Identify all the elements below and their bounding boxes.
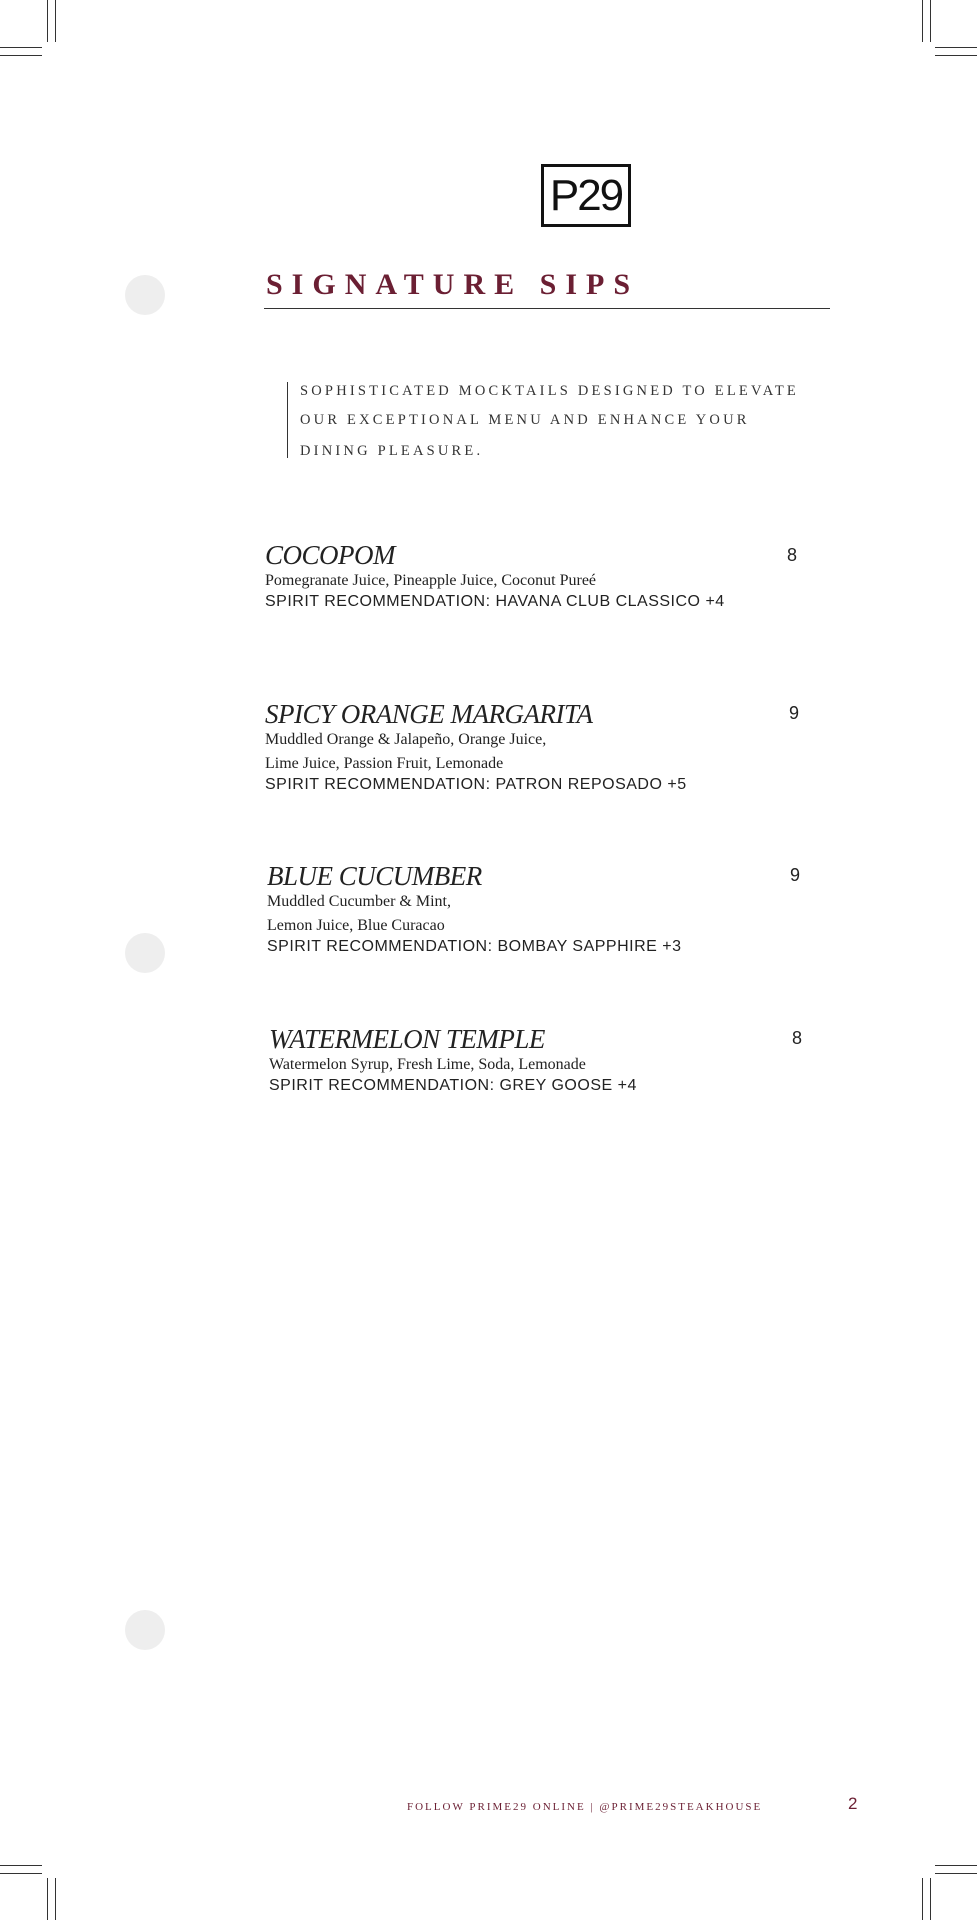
item-name: SPICY ORANGE MARGARITA [265, 699, 593, 729]
crop-mark [0, 1873, 42, 1874]
intro-text [300, 377, 820, 466]
item-price: 8 [787, 545, 798, 565]
intro-line: DINING PLEASURE. [300, 443, 484, 459]
item-description: Lemon Juice, Blue Curacao [267, 917, 445, 934]
menu-item [265, 699, 687, 794]
item-description: Pomegranate Juice, Pineapple Juice, Coconut Pureé [265, 572, 597, 589]
crop-mark [922, 0, 923, 42]
spirit-recommendation: SPIRIT RECOMMENDATION: GREY GOOSE +4 [269, 1077, 637, 1094]
intro-line: OUR EXCEPTIONAL MENU AND ENHANCE YOUR [300, 412, 750, 428]
menu-item [265, 540, 725, 611]
menu-item [269, 1024, 637, 1095]
crop-mark [935, 47, 977, 48]
crop-mark [935, 1873, 977, 1874]
item-price: 8 [792, 1028, 803, 1048]
footer-social-text: FOLLOW PRIME29 ONLINE | @PRIME29STEAKHOUSE [407, 1801, 763, 1813]
crop-mark [47, 1878, 48, 1920]
item-description: Muddled Orange & Jalapeño, Orange Juice, [265, 731, 547, 748]
item-description: Watermelon Syrup, Fresh Lime, Soda, Lemonade [269, 1056, 586, 1073]
crop-mark [0, 1865, 42, 1866]
punch-hole [125, 933, 165, 973]
crop-mark [930, 1878, 931, 1920]
item-name: WATERMELON TEMPLE [269, 1024, 545, 1054]
spirit-recommendation: SPIRIT RECOMMENDATION: PATRON REPOSADO +5 [265, 776, 687, 793]
item-price: 9 [789, 703, 800, 723]
spirit-recommendation: SPIRIT RECOMMENDATION: HAVANA CLUB CLASSICO +4 [265, 593, 725, 610]
spirit-recommendation: SPIRIT RECOMMENDATION: BOMBAY SAPPHIRE +3 [267, 938, 682, 955]
brand-logo-text: P29 [549, 170, 623, 220]
brand-logo [541, 164, 631, 227]
punch-hole [125, 1610, 165, 1650]
crop-mark [55, 0, 56, 42]
crop-mark [930, 0, 931, 42]
section-title: SIGNATURE SIPS [266, 268, 640, 301]
punch-hole [125, 275, 165, 315]
item-name: BLUE CUCUMBER [267, 861, 482, 891]
crop-mark [0, 47, 42, 48]
item-description: Lime Juice, Passion Fruit, Lemonade [265, 755, 504, 772]
menu-item [267, 861, 682, 956]
item-description: Muddled Cucumber & Mint, [267, 893, 451, 910]
crop-mark [935, 1865, 977, 1866]
crop-mark [55, 1878, 56, 1920]
page-number: 2 [848, 1794, 858, 1813]
item-name: COCOPOM [265, 540, 395, 570]
title-divider [264, 308, 830, 309]
intro-line: SOPHISTICATED MOCKTAILS DESIGNED TO ELEVATE [300, 383, 799, 399]
intro-accent-bar [287, 382, 288, 458]
crop-mark [935, 55, 977, 56]
item-price: 9 [790, 865, 801, 885]
crop-mark [47, 0, 48, 42]
crop-mark [922, 1878, 923, 1920]
crop-mark [0, 55, 42, 56]
